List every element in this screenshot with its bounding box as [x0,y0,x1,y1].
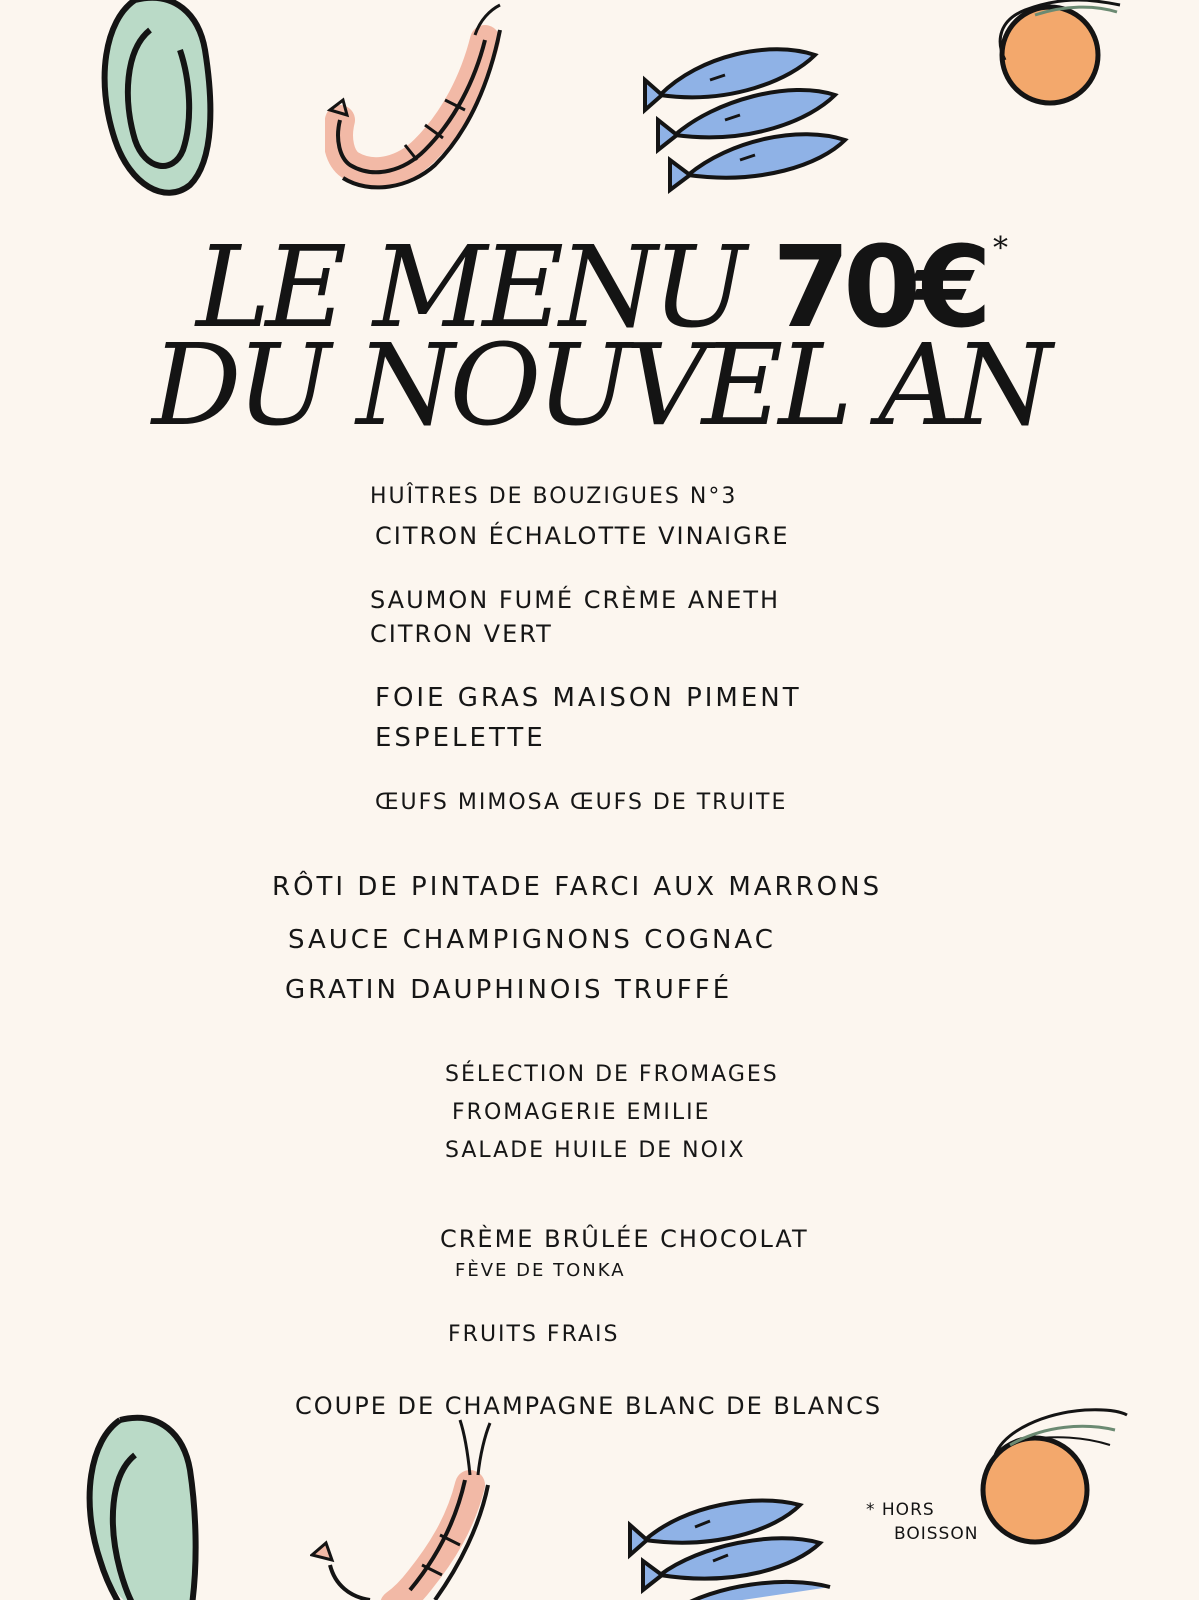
orange-icon-top [985,0,1125,110]
shrimp-icon-top [325,0,515,195]
menu-item-salmon-line1: SAUMON FUMÉ CRÈME ANETH [370,586,781,614]
title-line-1 [0,200,1199,353]
footnote-line1: * HORS [866,1500,935,1520]
menu-item-foie-gras-line1: FOIE GRAS MAISON PIMENT [375,683,802,713]
menu-item-main-line2: SAUCE CHAMPIGNONS COGNAC [288,925,776,955]
title-asterisk: * [992,231,1003,266]
menu-title [0,200,1199,451]
oyster-icon-top [95,0,225,210]
title-price: 70€ [772,223,985,353]
menu-item-main-line3: GRATIN DAUPHINOIS TRUFFÉ [285,975,733,1005]
menu-item-foie-gras-line2: ESPELETTE [375,723,546,753]
oyster-icon-bottom [80,1410,210,1600]
menu-item-eggs: ŒUFS MIMOSA ŒUFS DE TRUITE [375,790,788,815]
menu-item-cheese-line1: SÉLECTION DE FROMAGES [445,1062,779,1087]
menu-item-oysters-line1: HUÎTRES DE BOUZIGUES N°3 [370,484,738,509]
menu-item-cheese-line3: SALADE HUILE DE NOIX [445,1138,746,1163]
menu-item-dessert-line1: CRÈME BRÛLÉE CHOCOLAT [440,1225,809,1253]
footnote [866,1498,978,1546]
menu-item-fruits: FRUITS FRAIS [448,1322,620,1347]
menu-item-main-line1: RÔTI DE PINTADE FARCI AUX MARRONS [272,872,883,902]
footnote-line2: BOISSON [894,1524,979,1544]
menu-item-champagne: COUPE DE CHAMPAGNE BLANC DE BLANCS [295,1392,883,1420]
menu-item-salmon-line2: CITRON VERT [370,620,553,648]
fish-icon-bottom [625,1495,840,1600]
shrimp-icon-bottom [310,1415,500,1600]
fish-icon-top [640,35,855,200]
menu-item-dessert-line2: FÈVE DE TONKA [455,1260,626,1281]
title-line-2: DU NOUVEL AN [151,321,1048,451]
orange-icon-bottom [965,1405,1130,1560]
title-text-le-menu: LE MENU [196,223,773,353]
menu-item-oysters-line2: CITRON ÉCHALOTTE VINAIGRE [375,522,790,550]
menu-item-cheese-line2: FROMAGERIE EMILIE [452,1100,711,1125]
